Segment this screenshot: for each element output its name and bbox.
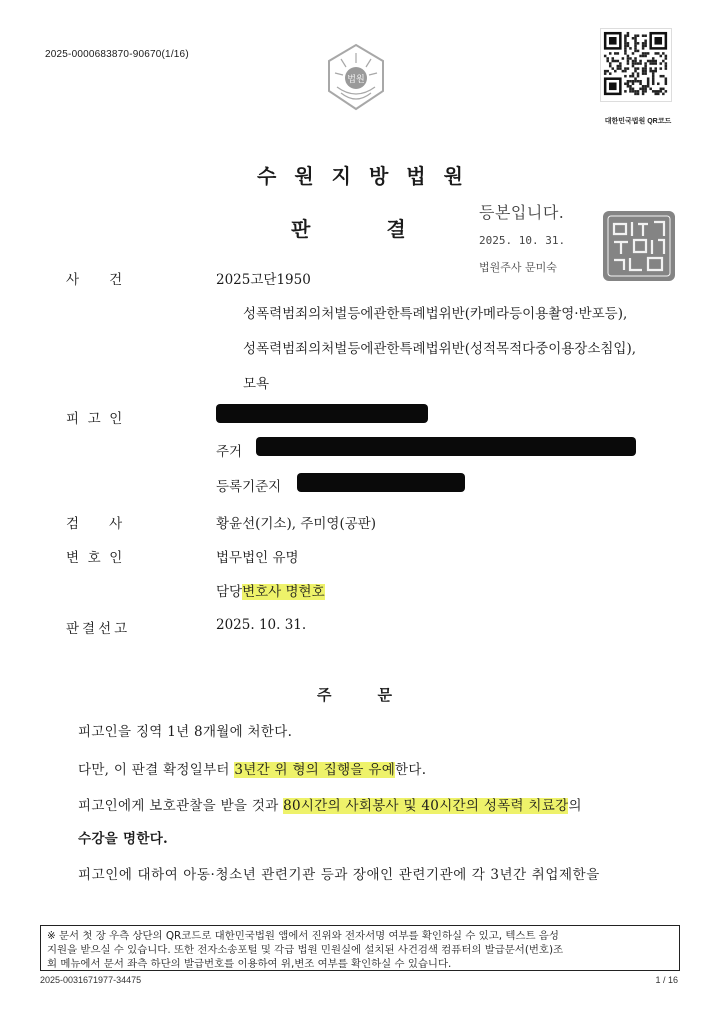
charge-item: 성폭력범죄의처벌등에관한특례법위반(성적목적다중이용장소침입),: [243, 341, 637, 357]
address-label: 주거: [216, 444, 243, 460]
court-seal-icon: [600, 208, 678, 284]
defendant-label: 피 고 인: [66, 411, 123, 427]
notice-line: ※ 문서 첫 장 우측 상단의 QR코드로 대한민국법원 앱에서 진위와 전자서명 여부를 확인하실 수 있고, 텍스트 음성: [47, 930, 559, 942]
court-title: 수원지방법원: [257, 164, 481, 188]
order-paragraph: 피고인을 징역 1년 8개월에 처한다.: [78, 724, 293, 740]
prosecutor-value: 황윤선(기소), 주미영(공판): [216, 516, 377, 532]
notice-line: 지원을 받으실 수 있습니다. 또한 전자소송포털 및 각급 법원 민원실에 설치된 사건검색 컴퓨터의 발급문서(번호)조: [47, 944, 564, 956]
page-number: 1 / 16: [655, 975, 678, 985]
issue-number: 2025-0031671977-34475: [40, 975, 142, 985]
notice-line: 회 메뉴에서 문서 좌측 하단의 발급번호를 이용하여 위,변조 여부를 확인하실 수 있습니다.: [47, 958, 452, 970]
address-redaction: [256, 437, 636, 456]
document-id: 2025-0000683870-90670(1/16): [45, 49, 189, 60]
court-emblem-icon: [323, 43, 389, 113]
registry-label: 등록기준지: [216, 479, 282, 495]
counsel-firm: 법무법인 유명: [216, 550, 299, 566]
charge-item: 모욕: [243, 376, 270, 392]
certification-date: 2025. 10. 31.: [479, 234, 566, 247]
case-label: 사 건: [66, 272, 123, 288]
case-number: 2025고단1950: [216, 272, 311, 288]
qr-code-icon[interactable]: [600, 28, 672, 102]
prosecutor-label: 검 사: [66, 516, 123, 532]
qr-code-block[interactable]: [598, 28, 678, 126]
qr-label: 대한민국법원 QR코드: [604, 118, 672, 125]
order-paragraph: 수강을 명한다.: [78, 831, 169, 847]
verification-notice: [40, 925, 680, 971]
service-highlight: 80시간의 사회봉사 및 40시간의 성폭력 치료강: [283, 798, 569, 814]
order-paragraph: 다만, 이 판결 확정일부터 3년간 위 형의 집행을 유예한다.: [78, 762, 427, 778]
attorney-highlight: 변호사 명현호: [242, 584, 325, 600]
svg-text:법원: 법원: [347, 75, 365, 85]
verdict-date-value: 2025. 10. 31.: [216, 617, 307, 633]
counsel-attorney: [216, 580, 325, 600]
verdict-date-label: 판결선고: [66, 621, 131, 637]
defendant-name-redaction: [216, 404, 428, 423]
charge-item: 성폭력범죄의처벌등에관한특례법위반(카메라등이용촬영·반포등),: [243, 306, 628, 322]
certification-clerk: 법원주사 문미숙: [479, 261, 557, 274]
certification-block: [479, 200, 565, 275]
order-paragraph: 피고인에게 보호관찰을 받을 것과 80시간의 사회봉사 및 40시간의 성폭력 치료강의: [78, 798, 582, 814]
certification-line: 등본입니다.: [479, 203, 565, 222]
order-heading: 주문: [317, 686, 438, 704]
counsel-label: 변 호 인: [66, 550, 123, 566]
suspension-highlight: 3년간 위 형의 집행을 유예: [234, 762, 396, 778]
order-paragraph: 피고인에 대하여 아동·청소년 관련기관 등과 장애인 관련기관에 각 3년간 취업제한을: [78, 867, 600, 883]
registry-redaction: [297, 473, 465, 492]
attorney-prefix: 담당: [216, 584, 243, 600]
judgment-title: 판결: [291, 217, 482, 241]
